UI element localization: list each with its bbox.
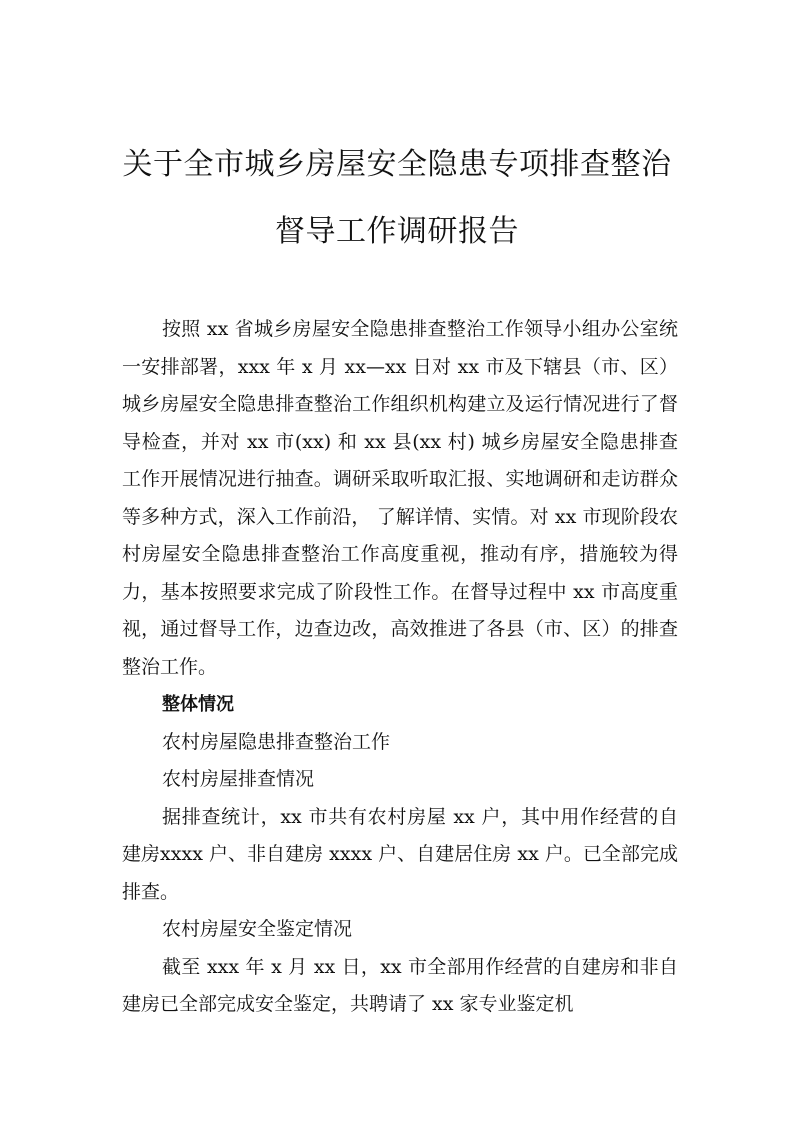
intro-paragraph: 按照 xx 省城乡房屋安全隐患排查整治工作领导小组办公室统一安排部署，xxx 年 x 月 xx—xx 日对 xx 市及下辖县（市、区）城乡房屋安全隐患排查整治工作组织机构建立及运行情况进行了督导检查，并对 xx 市(xx) 和 xx 县(xx 村) 城乡房屋安全隐患排查工作开展情况进行抽查。调研采取听取汇报、实地调研和走访群众等多种方式，深入工作前沿， 了解详情、实情。对 xx 市现阶段农村房屋安全隐患排查整治工作高度重视，推动有序，措施较为得力，基本按照要求完成了阶段性工作。在督导过程中 xx 市高度重视，通过督导工作，边查边改，高效推进了各县（市、区）的排查整治工作。 <box>122 318 678 678</box>
inspection-statistics-paragraph: 据排查统计，xx 市共有农村房屋 xx 户，其中用作经营的自建房xxxx 户、非自建房 xxxx 户、自建居住房 xx 户。已全部完成排查。 <box>122 805 678 903</box>
subheading-rural-inspection: 农村房屋排查情况 <box>162 768 315 790</box>
safety-appraisal-paragraph: 截至 xxx 年 x 月 xx 日，xx 市全部用作经营的自建房和非自建房已全部完成安全鉴定，共聘请了 xx 家专业鉴定机 <box>122 955 678 1015</box>
subheading-safety-appraisal: 农村房屋安全鉴定情况 <box>162 918 353 940</box>
subheading-rural-hazard-work: 农村房屋隐患排查整治工作 <box>162 730 391 753</box>
document-body <box>122 311 678 1024</box>
section-heading-overall: 整体情况 <box>162 694 234 715</box>
document-title-line-2: 督导工作调研报告 <box>275 214 519 249</box>
document-title-line-1: 关于全市城乡房屋安全隐患专项排查整治 <box>122 147 672 182</box>
